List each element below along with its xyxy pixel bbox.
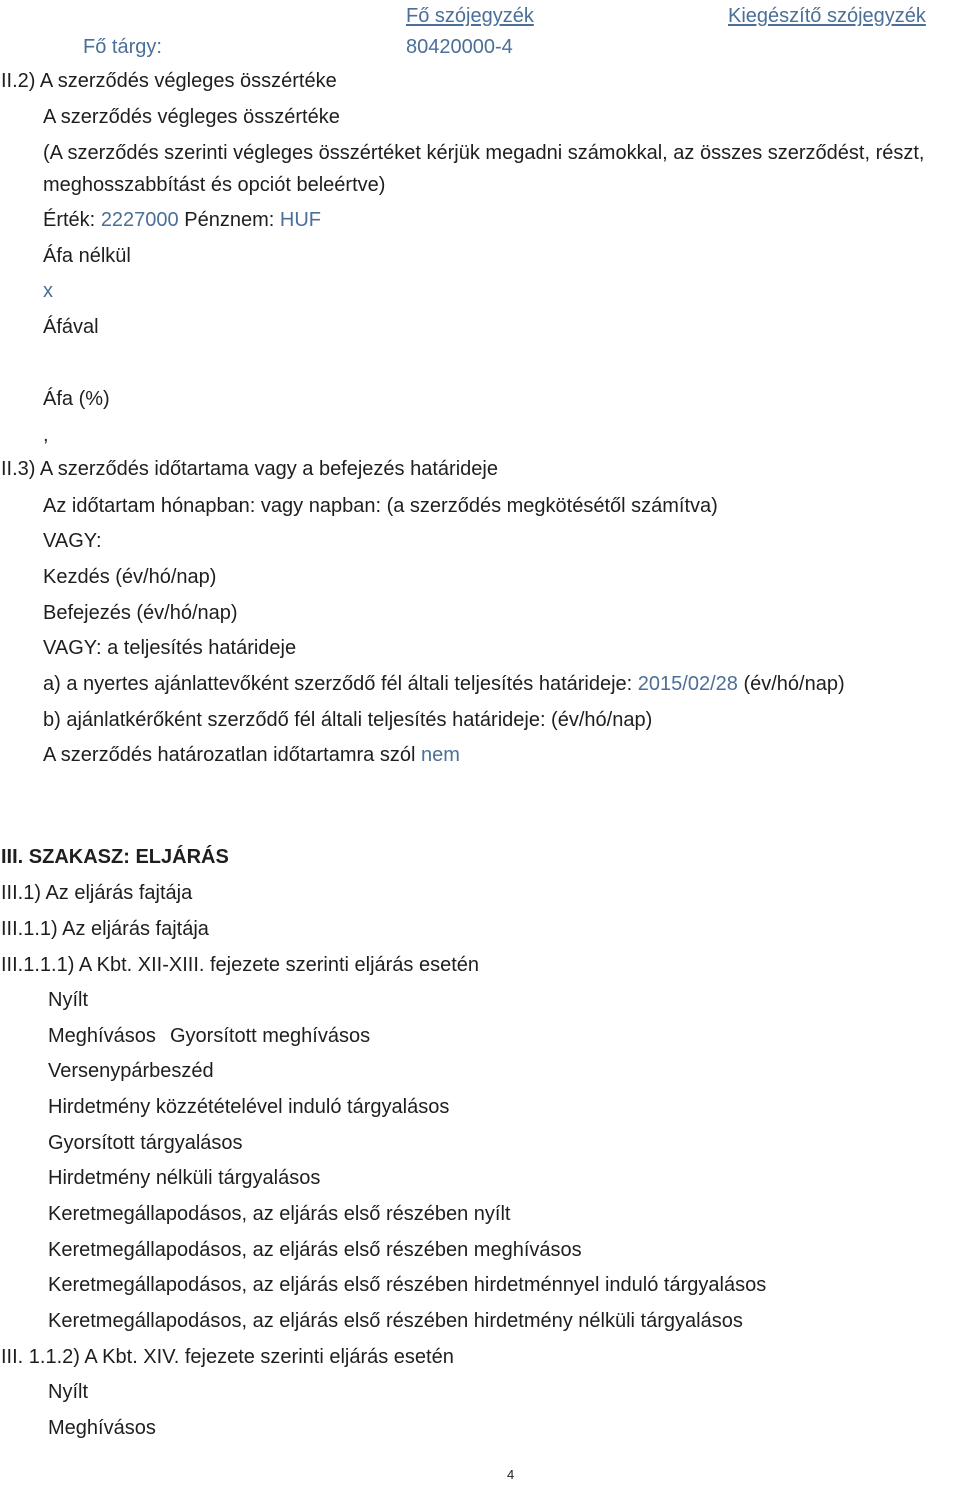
procedure-option-negotiated-with-notice: Hirdetmény közzétételével induló tárgyalásos xyxy=(48,1096,450,1118)
procedure-option-negotiated-without-notice: Hirdetmény nélküli tárgyalásos xyxy=(48,1167,321,1189)
main-object-cpv-code: 80420000-4 xyxy=(406,36,513,58)
indefinite-duration-row xyxy=(43,743,460,767)
main-object-label: Fő tárgy: xyxy=(83,36,162,58)
contract-value-row xyxy=(43,208,321,232)
with-vat-label: Áfával xyxy=(43,316,99,338)
procedure-option-accelerated-restricted: Gyorsított meghívásos xyxy=(170,1025,371,1047)
supplementary-vocabulary-link[interactable]: Kiegészítő szójegyzék xyxy=(728,5,926,27)
currency-label: Pénznem: xyxy=(184,209,275,231)
procedure-option-framework-negotiated-with-notice: Keretmegállapodásos, az eljárás első részében hirdetménnyel induló tárgyalásos xyxy=(48,1274,767,1296)
indefinite-duration-label: A szerződés határozatlan időtartamra szól xyxy=(43,744,416,766)
section-heading-ii-2: II.2) A szerződés végleges összértéke xyxy=(1,70,337,92)
or-deadline-label: VAGY: a teljesítés határideje xyxy=(43,637,297,659)
without-vat-mark: x xyxy=(43,280,53,302)
end-date-label: Befejezés (év/hó/nap) xyxy=(43,602,238,624)
contract-total-value-subheading: A szerződés végleges összértéke xyxy=(43,106,340,128)
procedure-option-restricted-row xyxy=(48,1024,448,1048)
start-date-label: Kezdés (év/hó/nap) xyxy=(43,566,217,588)
procedure-option-framework-restricted: Keretmegállapodásos, az eljárás első részében meghívásos xyxy=(48,1239,582,1261)
main-vocabulary-link[interactable]: Fő szójegyzék xyxy=(406,5,534,27)
deadline-a-row xyxy=(43,672,845,696)
indefinite-duration-value: nem xyxy=(420,744,460,766)
deadline-a-date: 2015/02/28 xyxy=(637,673,738,695)
contract-value-instruction-line-2: meghosszabbítást és opciót beleértve) xyxy=(43,174,386,196)
procedure-option-xiv-open: Nyílt xyxy=(48,1381,88,1403)
value-amount: 2227000 xyxy=(100,209,179,231)
without-vat-label: Áfa nélkül xyxy=(43,245,131,267)
or-label: VAGY: xyxy=(43,530,102,552)
section-heading-iii-1-1: III.1.1) Az eljárás fajtája xyxy=(1,918,209,940)
section-heading-iii-1-1-2: III. 1.1.2) A Kbt. XIV. fejezete szerinti eljárás esetén xyxy=(1,1346,454,1368)
value-label: Érték: xyxy=(43,209,96,231)
procedure-option-open: Nyílt xyxy=(48,989,88,1011)
section-title-iii: III. SZAKASZ: ELJÁRÁS xyxy=(1,846,229,868)
contract-value-instruction-line-1: (A szerződés szerinti végleges összértéket kérjük megadni számokkal, az összes szerződést, részt, xyxy=(43,142,925,164)
procedure-option-framework-negotiated-without-notice: Keretmegállapodásos, az eljárás első részében hirdetmény nélküli tárgyalásos xyxy=(48,1310,743,1332)
vat-percent-value: , xyxy=(43,424,49,446)
procedure-option-xiv-restricted: Meghívásos xyxy=(48,1417,156,1439)
deadline-a-label: a) a nyertes ajánlattevőként szerződő fél általi teljesítés határideje: xyxy=(43,673,633,695)
section-heading-iii-1-1-1: III.1.1.1) A Kbt. XII-XIII. fejezete szerinti eljárás esetén xyxy=(1,954,480,976)
section-heading-ii-3: II.3) A szerződés időtartama vagy a befejezés határideje xyxy=(1,458,498,480)
vat-percent-label: Áfa (%) xyxy=(43,388,110,410)
procedure-option-accelerated-negotiated: Gyorsított tárgyalásos xyxy=(48,1132,243,1154)
duration-line: Az időtartam hónapban: vagy napban: (a szerződés megkötésétől számítva) xyxy=(43,495,718,517)
procedure-option-restricted: Meghívásos xyxy=(48,1025,156,1047)
deadline-b-row: b) ajánlatkérőként szerződő fél általi teljesítés határideje: (év/hó/nap) xyxy=(43,709,653,731)
page-number: 4 xyxy=(507,1467,515,1482)
procedure-option-competitive-dialogue: Versenypárbeszéd xyxy=(48,1060,214,1082)
procedure-option-framework-open: Keretmegállapodásos, az eljárás első részében nyílt xyxy=(48,1203,511,1225)
deadline-a-unit: (év/hó/nap) xyxy=(743,673,845,695)
section-heading-iii-1: III.1) Az eljárás fajtája xyxy=(1,882,193,904)
currency-code: HUF xyxy=(279,209,321,231)
